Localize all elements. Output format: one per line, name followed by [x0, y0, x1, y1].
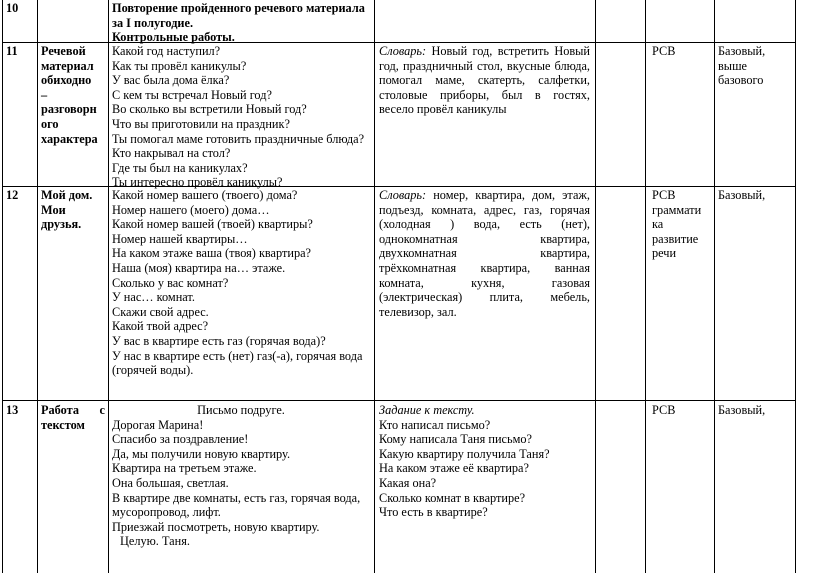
type-line: РСВ	[652, 44, 676, 58]
task-line: Кому написала Таня письмо?	[379, 432, 532, 447]
vocab-line: год, праздничный стол, вкусные блюда,	[379, 58, 590, 73]
topic-line: Работа с	[41, 403, 105, 417]
topic-line: текстом	[41, 417, 85, 432]
row-12-content	[112, 188, 370, 378]
content-line: Что вы приготовили на праздник?	[112, 116, 290, 131]
content-line: Ты интересно провёл каникулы?	[112, 175, 283, 190]
level-line: Базовый,	[718, 44, 766, 58]
content-line: Приезжай посмотреть, новую квартиру.	[112, 519, 320, 534]
task-line: Что есть в квартире?	[379, 505, 488, 520]
level-line: выше	[718, 58, 747, 73]
content-line: Повторение пройденного речевого материала	[112, 1, 365, 15]
row-13-type	[652, 403, 712, 418]
vocab-label: Словарь:	[379, 44, 427, 58]
content-line: Спасибо за поздравление!	[112, 432, 249, 447]
content-line: У нас в квартире есть (нет) газ(-а), горячая вода	[112, 348, 363, 363]
task-label: Задание к тексту.	[379, 403, 475, 417]
content-line: Ты помогал маме готовить праздничные блюда?	[112, 131, 365, 146]
content-line: В квартире две комнаты, есть газ, горячая вода,	[112, 490, 361, 505]
content-line: Скажи свой адрес.	[112, 304, 209, 319]
content-line: Сколько у вас комнат?	[112, 275, 229, 290]
row-13-topic	[41, 403, 105, 432]
row-12-type	[652, 188, 712, 261]
vocab-line: двухкомнатная квартира,	[379, 246, 590, 261]
content-line: за I полугодие.	[112, 15, 194, 30]
vocab-line: столовые приборы, был в гостях,	[379, 87, 590, 102]
content-line: На каком этаже ваша (твоя) квартира?	[112, 246, 312, 261]
content-line: У нас… комнат.	[112, 290, 195, 305]
col-divider-6	[714, 0, 715, 573]
content-line: Наша (моя) квартира на… этаже.	[112, 260, 286, 275]
level-line: Базовый,	[718, 188, 766, 202]
content-line: Номер нашей квартиры…	[112, 231, 248, 246]
row-11-vocab	[379, 44, 590, 117]
vocab-line: трёхкомнатная квартира, ванная	[379, 260, 590, 275]
vocab-line: телевизор, зал.	[379, 304, 457, 319]
level-line: Базовый,	[718, 403, 766, 417]
content-line: Какой год наступил?	[112, 44, 221, 58]
content-line: Какой твой адрес?	[112, 319, 209, 334]
content-line: Она большая, светлая.	[112, 475, 229, 490]
vocab-line: подъезд, комната, адрес, газ, горячая	[379, 202, 590, 217]
col-divider-4	[595, 0, 596, 573]
topic-line: обиходно	[41, 73, 92, 88]
vocab-text: номер, квартира, дом, этаж,	[433, 188, 590, 202]
vocab-line: (электрическая) плита, мебель,	[379, 290, 590, 305]
task-line: Сколько комнат в квартире?	[379, 490, 526, 505]
row-12-topic	[41, 188, 105, 232]
content-line: Какой номер вашего (твоего) дома?	[112, 188, 298, 202]
topic-line: –	[41, 87, 48, 102]
row-11-topic	[41, 44, 105, 146]
vocab-text: Новый год, встретить Новый	[431, 44, 591, 58]
content-line: Квартира на третьем этаже.	[112, 461, 257, 476]
task-line: На каком этаже её квартира?	[379, 461, 529, 476]
content-line: Да, мы получили новую квартиру.	[112, 446, 291, 461]
level-line: базового	[718, 73, 764, 88]
content-line: Как ты провёл каникулы?	[112, 58, 247, 73]
vocab-line: (холодная ) вода, есть (нет),	[379, 217, 590, 232]
row-11-level	[718, 44, 793, 88]
row-13-level	[718, 403, 793, 418]
topic-line: Мой дом.	[41, 188, 93, 202]
topic-line: материал	[41, 58, 94, 73]
row-13-number: 13	[6, 403, 19, 417]
row-11-type	[652, 44, 712, 59]
row-12-number: 12	[6, 188, 19, 202]
type-line: РСВ	[652, 188, 676, 202]
type-line: речи	[652, 246, 677, 261]
content-line: Контрольные работы.	[112, 30, 235, 45]
topic-line: Мои	[41, 202, 66, 217]
topic-line: разговорн	[41, 102, 97, 117]
type-line: ка	[652, 217, 664, 232]
row-11-content	[112, 44, 370, 190]
topic-line: ого	[41, 116, 59, 131]
row-11-number: 11	[6, 44, 18, 58]
content-line: Номер нашего (моего) дома…	[112, 202, 270, 217]
content-line: С кем ты встречал Новый год?	[112, 87, 272, 102]
vocab-label: Словарь:	[379, 188, 427, 202]
type-line: развитие	[652, 231, 699, 246]
row-13-content	[112, 403, 370, 549]
table-border-left	[2, 0, 3, 573]
topic-line: друзья.	[41, 217, 82, 232]
col-divider-2	[108, 0, 109, 573]
content-line: Какой номер вашей (твоей) квартиры?	[112, 217, 313, 232]
content-line: У вас была дома ёлка?	[112, 73, 230, 88]
topic-line: характера	[41, 131, 98, 146]
row-13-task	[379, 403, 590, 520]
col-divider-1	[37, 0, 38, 573]
vocab-line: весело провёл каникулы	[379, 102, 507, 117]
content-line: (горячей воды).	[112, 363, 194, 378]
vocab-line	[379, 188, 590, 203]
row-10-content	[112, 1, 370, 45]
content-line: Во сколько вы встретили Новый год?	[112, 102, 307, 117]
vocab-line: комната, кухня, газовая	[379, 275, 590, 290]
content-line: Кто накрывал на стол?	[112, 146, 231, 161]
row-10-number: 10	[6, 1, 19, 15]
content-line: У вас в квартире есть газ (горячая вода)?	[112, 333, 326, 348]
topic-line: Речевой	[41, 44, 86, 58]
task-line: Кто написал письмо?	[379, 417, 491, 432]
row-divider-3	[2, 400, 796, 401]
task-line: Какую квартиру получила Таня?	[379, 446, 550, 461]
col-divider-5	[645, 0, 646, 573]
content-line: Где ты был на каникулах?	[112, 160, 248, 175]
type-line: РСВ	[652, 403, 676, 417]
content-line: Дорогая Марина!	[112, 417, 204, 432]
table-border-right	[795, 0, 796, 573]
content-line: мусоропровод, лифт.	[112, 505, 221, 520]
vocab-line	[379, 44, 590, 59]
task-line: Какая она?	[379, 475, 437, 490]
row-12-vocab	[379, 188, 590, 319]
content-line: Целую. Таня.	[120, 534, 190, 549]
row-12-level	[718, 188, 793, 203]
vocab-line: однокомнатная квартира,	[379, 231, 590, 246]
vocab-line: помогал маме, скатерть, салфетки,	[379, 73, 590, 88]
col-divider-3	[374, 0, 375, 573]
type-line: граммати	[652, 202, 702, 217]
content-line: Письмо подруге.	[197, 403, 285, 417]
